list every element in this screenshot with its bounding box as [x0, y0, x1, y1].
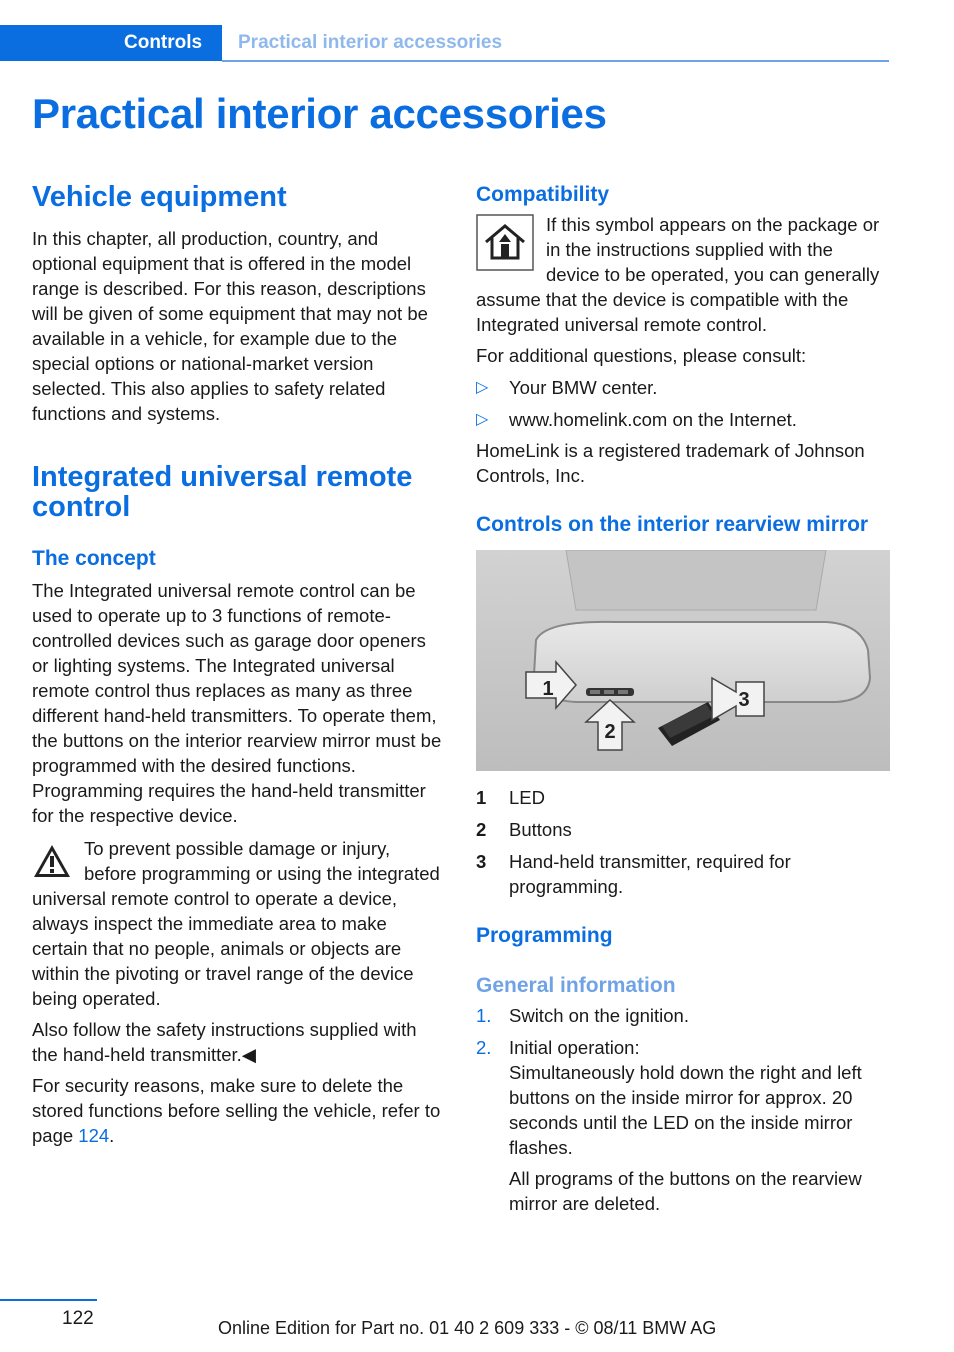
warning-block	[32, 836, 446, 1011]
right-column	[476, 182, 890, 1216]
footer-divider	[0, 1299, 97, 1301]
legend-text: Hand-held transmitter, required for programming.	[509, 851, 791, 897]
programming-heading: Programming	[476, 924, 613, 947]
concept-body: The Integrated universal remote control can be used to operate up to 3 functions of remote-controlled devices such as garage door openers or lighting systems. The Integrated universal remote control thus replaces as many as three different hand-held transmitters. To operate them, the buttons on the interior rearview mirror must be programmed with the desired functions. Programming requires the hand-held transmitter for the respective device.	[32, 580, 442, 826]
compatibility-block	[476, 212, 890, 337]
list-item	[476, 375, 890, 400]
legend-item	[476, 817, 890, 842]
security-end: .	[109, 1125, 115, 1146]
general-information-heading: General information	[476, 974, 676, 997]
step-number: 1.	[476, 1005, 492, 1026]
header-chapter-label[interactable]: Practical interior accessories	[238, 32, 503, 53]
concept-heading: The concept	[32, 547, 156, 570]
bullet-text: Your BMW center.	[509, 377, 658, 398]
homelink-house-icon	[476, 214, 534, 271]
legend-number: 2	[476, 819, 487, 840]
header-divider	[222, 60, 889, 62]
callout-1: 1	[542, 678, 554, 700]
legend-number: 1	[476, 787, 487, 808]
footer-edition: Online Edition for Part no. 01 40 2 609 333 - © 08/11 BMW AG	[218, 1318, 717, 1338]
page-title: Practical interior accessories	[32, 90, 607, 137]
security-paragraph	[32, 1073, 446, 1148]
end-mark-icon: ◀	[241, 1044, 257, 1065]
vehicle-equipment-body: In this chapter, all production, country, and optional equipment that is offered in the model range is described. For this reason, descriptions will be given of some equipment that may not be available in a vehicle, for example due to the special options or national-market version selected. This also applies to safety related functions and systems.	[32, 228, 428, 424]
page-number: 122	[62, 1308, 94, 1329]
legend-item	[476, 785, 890, 810]
step-item	[476, 1003, 890, 1028]
safety-note-text: Also follow the safety instructions supplied with the hand-held transmitter.	[32, 1019, 417, 1065]
safety-note	[32, 1017, 446, 1067]
compatibility-body: If this symbol appears on the package or in the instructions supplied with the device to be operated, you can generally assume that the device is compatible with the Integrated universal remote control.	[476, 214, 880, 335]
warning-text: To prevent possible damage or injury, before programming or using the integrated universal remote control to operate a device, always inspect the immediate area to make certain that no people, animals or objects are within the pivoting or travel range of the device being operated.	[32, 838, 440, 1009]
callout-3: 3	[738, 689, 750, 711]
step-text: Initial operation:	[509, 1037, 640, 1058]
step-text: Switch on the ignition.	[509, 1005, 689, 1026]
step-number: 2.	[476, 1037, 492, 1058]
rearview-mirror-photo	[476, 550, 890, 771]
list-item	[476, 407, 890, 432]
remote-control-heading: Integrated universal remote control	[32, 461, 413, 523]
bullet-arrow-icon: ▷	[476, 379, 489, 396]
vehicle-equipment-heading: Vehicle equipment	[32, 181, 287, 213]
bullet-arrow-icon: ▷	[476, 411, 489, 428]
step-result: All programs of the buttons on the rearview mirror are deleted.	[509, 1168, 862, 1214]
left-column	[32, 182, 446, 1148]
step-item	[476, 1035, 890, 1216]
consult-text: For additional questions, please consult:	[476, 345, 807, 366]
legend-item	[476, 849, 890, 899]
page-reference-link[interactable]: 124	[78, 1125, 110, 1146]
legend-text: LED	[509, 787, 545, 808]
header-section-label[interactable]: Controls	[124, 32, 203, 53]
step-body	[509, 1035, 890, 1216]
legend-text: Buttons	[509, 819, 572, 840]
mirror-controls-heading: Controls on the interior rearview mirror	[476, 513, 869, 536]
callout-2: 2	[604, 721, 616, 743]
compatibility-heading: Compatibility	[476, 183, 610, 206]
trademark-text: HomeLink is a registered trademark of Johnson Controls, Inc.	[476, 440, 865, 486]
legend-number: 3	[476, 851, 487, 872]
step-detail: Simultaneously hold down the right and left buttons on the inside mirror for approx. 20 seconds until the LED on the inside mirror flashes.	[509, 1062, 862, 1158]
bullet-text: www.homelink.com on the Internet.	[509, 409, 797, 430]
warning-triangle-icon	[32, 842, 72, 880]
security-text: For security reasons, make sure to delete the stored functions before selling the vehicle, refer to page	[32, 1075, 441, 1146]
